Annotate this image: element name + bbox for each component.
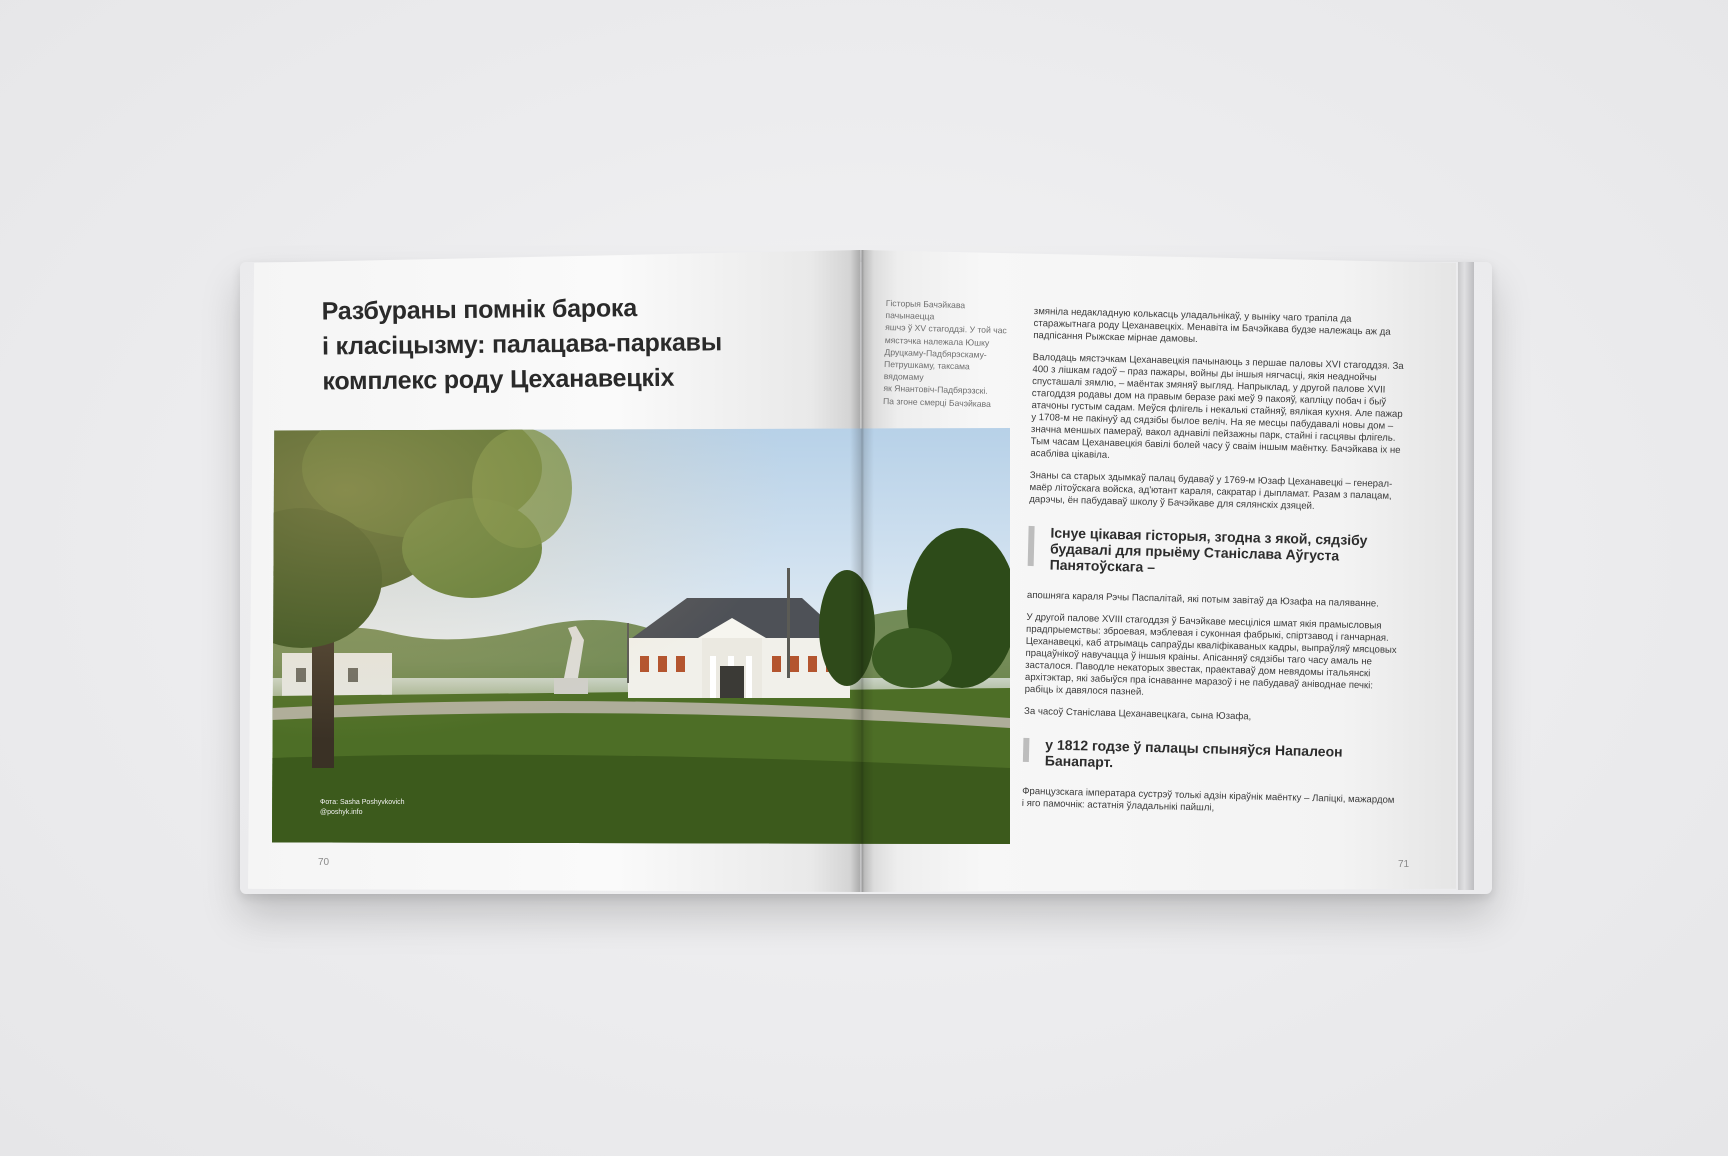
body-paragraph-6: За часоў Станіслава Цеханавецкага, сына Юзафа, bbox=[1023, 705, 1252, 723]
article-body bbox=[1021, 306, 1409, 829]
article-title bbox=[321, 290, 792, 400]
manor-photo bbox=[272, 428, 1010, 844]
manor-photo-illustration bbox=[272, 428, 1010, 844]
side-note-line: Гісторыя Бачэйкава пачынаецца bbox=[885, 297, 966, 322]
quote-bar bbox=[1028, 526, 1035, 566]
side-note-line: Друцкаму-Падбярэскаму- bbox=[884, 346, 987, 360]
pull-quote-2-text: у 1812 годзе ў палацы спыняўся Напалеон Банапарт. bbox=[1044, 736, 1343, 771]
page-edge-stack bbox=[1458, 262, 1474, 890]
pull-quote-1-text: Існуе цікавая гісторыя, згодна з якой, сядзібу будавалі для прыёму Станіслава Аўгуста Панятоўскага – bbox=[1049, 524, 1368, 576]
body-paragraph-2: Валодаць мястэчкам Цеханавецкія пачынаюць з першае паловы XVI стагоддзя. За 400 з лішкам гадоў – праз пажары, войны ды іншыя нягчасці, якія неаднойчы спусташалі зямлю, – маёнтак змяняў выгляд. Напрыклад, у другой палове XVII стагоддзя родавы дом на правым беразе ракі меў 9 пакояў, капліцу побач і быў атачоны густым садам. Меўся флігель і некалькі стайняў, вялікая кухня. Але пажар у 1708-м не пакінуў ад сядзібы былое веліч. На яе месцы пабудавалі новы дом – значна меншых памераў, вакол аднавілі пейзажны парк, стайні і гасцявы флігель. Тым часам Цеханавецкія бавілі болей часу ў сваім іншым маёнтку. Бачэйкава іх не асабліва цікавіла. bbox=[1030, 351, 1404, 461]
side-note-line: Петрушкаму, таксама вядомаму bbox=[883, 358, 970, 383]
side-note-line: мястэчка належала Юшку bbox=[884, 334, 990, 348]
page-number-right: 71 bbox=[1398, 859, 1410, 870]
side-note-line: яшчэ ў XV стагоддзі. У той час bbox=[885, 322, 1007, 336]
photo-credit-author: Фота: Sasha Poshyvkovich bbox=[320, 799, 405, 806]
body-paragraph-7: Французскага імператара сустрэў толькі адзін кіраўнік маёнтку – Лапіцкі, мажардом і яго памочнік: астатнія ўладальнікі пайшлі, bbox=[1021, 785, 1395, 814]
side-note-line: Па згоне смерці Бачэйкава bbox=[882, 395, 991, 409]
quote-bar bbox=[1023, 738, 1030, 762]
photo-credit bbox=[320, 798, 405, 818]
page-number-left: 70 bbox=[318, 857, 330, 868]
body-paragraph-5: У другой палове XVIII стагоддзя ў Бачэйкаве месціліся шмат якія прамысловыя прадпрыемствы: зброевая, мэблевая і суконная фабрыкі, спіртзавод і ганчарная. Цеханавецкі, каб атрымаць сапраўды кваліфікаваных кадры, выпраўляў мясцовых працаўнікоў навучацца ў іншыя краіны. Апісанняў сядзібы таго часу амаль не засталося. Паводле некаторых звестак, праектаваў дом невядомы італьянскі архітэктар, які забыўся пра існаванне маразоў і не пабудаваў аніводнае печкі: рабіць іх давялося пазней. bbox=[1024, 611, 1397, 698]
body-paragraph-3: Знаны са старых здымкаў палац будаваў у 1769-м Юзаф Цеханавецкі – генерал-маёр літоўскага войска, ад'ютант караля, сакратар і дыпламат. Разам з палацам, дарэчы, ён пабудаваў школу ў Бачэйкаве для сялянскіх дзяцей. bbox=[1029, 469, 1393, 512]
title-line-1: Разбураны помнік барока bbox=[321, 294, 638, 326]
side-note-line: як Янантовіч-Падбярэзскі. bbox=[883, 383, 988, 397]
pull-quote-2 bbox=[1023, 736, 1400, 777]
pull-quote-1 bbox=[1028, 524, 1405, 581]
side-note bbox=[883, 297, 1012, 410]
body-paragraph-1: змяніла недакладную колькасць уладальнікаў, у выніку чаго трапіла да старажытнага роду Цеханавецкіх. Менавіта ім Бачэйкава будзе належаць аж да падпісання Рыжскае мірнае дамовы. bbox=[1033, 306, 1391, 346]
title-line-3: комплекс роду Цеханавецкіх bbox=[322, 363, 675, 396]
title-line-2: і класіцызму: палацава-паркавы bbox=[321, 328, 723, 361]
photo-credit-handle: @poshyk.info bbox=[320, 809, 363, 816]
body-paragraph-4: апошняга караля Рэчы Паспалітай, які потым завітаў да Юзафа на паляванне. bbox=[1026, 589, 1379, 610]
